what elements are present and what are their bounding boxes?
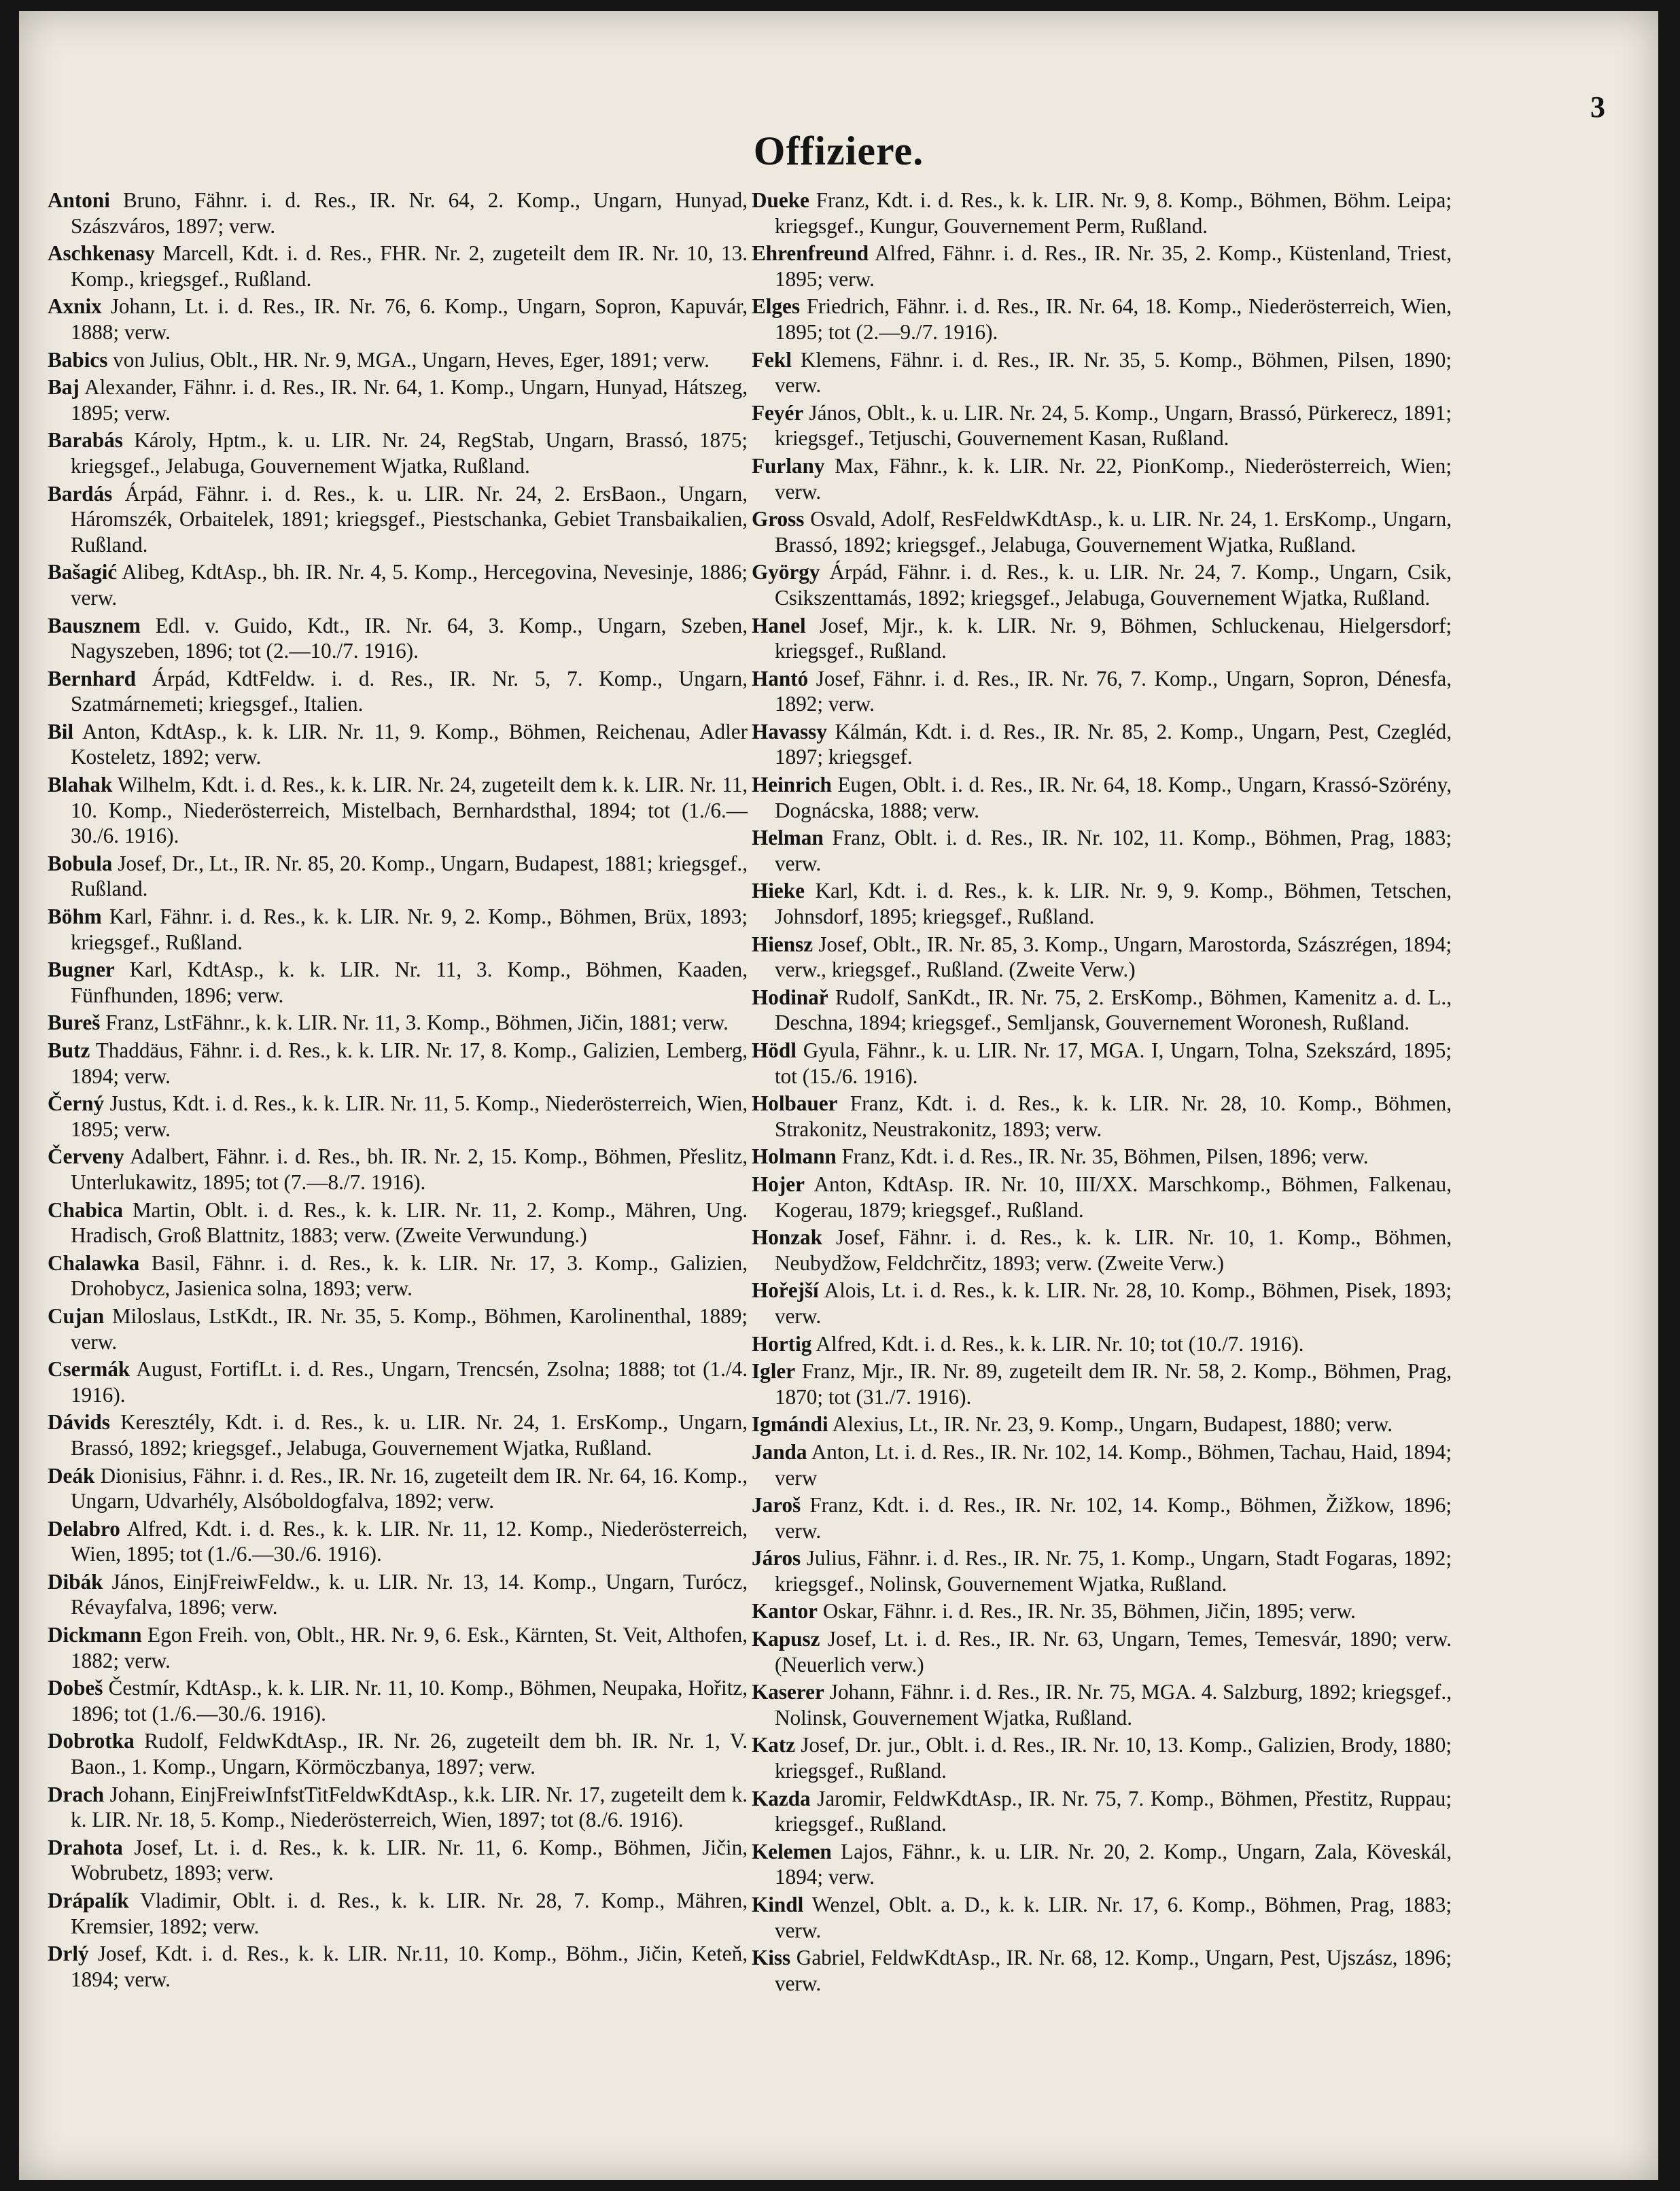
list-entry (48, 1038, 748, 1089)
entry-surname: Havassy (752, 719, 827, 743)
entry-surname: Kaserer (752, 1680, 824, 1704)
entry-details: Árpád, Fähnr. i. d. Res., k. u. LIR. Nr. 24, 7. Komp., Ungarn, Csik, Csikszenttamás, 1892; kriegsgef., Jelabuga, Gouvernement Wjatka, Rußland. (775, 560, 1452, 610)
entry-surname: Dibák (48, 1569, 103, 1594)
entry-details: Eugen, Oblt. i. d. Res., IR. Nr. 64, 18. Komp., Ungarn, Krassó-Szörény, Dognácska, 1888; verw. (775, 773, 1452, 822)
entry-surname: Jaroš (752, 1493, 801, 1518)
list-entry (48, 294, 748, 345)
document-page (19, 11, 1658, 2180)
list-entry (752, 613, 1452, 664)
entry-details: Josef, Dr. jur., Oblt. i. d. Res., IR. Nr. 10, 13. Komp., Galizien, Brody, 1880; kriegsgef., Rußland. (775, 1733, 1452, 1783)
page-number: 3 (1590, 90, 1605, 124)
entry-surname: Bureš (48, 1011, 101, 1035)
list-entry (752, 188, 1452, 239)
entry-details: Kálmán, Kdt. i. d. Res., IR. Nr. 85, 2. Komp., Ungarn, Pest, Czegléd, 1897; kriegsgef. (775, 719, 1452, 769)
entry-surname: Hantó (752, 666, 809, 690)
entry-details: Egon Freih. von, Oblt., HR. Nr. 9, 6. Esk., Kärnten, St. Veit, Althofen, 1882; verw. (71, 1623, 748, 1672)
entry-details: Anton, KdtAsp., k. k. LIR. Nr. 11, 9. Komp., Böhmen, Reichenau, Adler Kosteletz, 1892; verw. (71, 719, 748, 769)
list-entry (752, 1839, 1452, 1890)
entry-details: Franz, Mjr., IR. Nr. 89, zugeteilt dem IR. Nr. 58, 2. Komp., Böhmen, Prag, 1870; tot (31./7. 1916). (775, 1359, 1452, 1409)
entry-surname: Kindl (752, 1893, 804, 1916)
entry-surname: Kiss (752, 1946, 791, 1970)
list-entry (752, 1492, 1452, 1543)
entry-details: Alois, Lt. i. d. Res., k. k. LIR. Nr. 28, 10. Komp., Böhmen, Pisek, 1893; verw. (775, 1278, 1452, 1328)
list-entry (48, 1250, 748, 1301)
entry-details: Klemens, Fähnr. i. d. Res., IR. Nr. 35, 5. Komp., Böhmen, Pilsen, 1890; verw. (775, 347, 1452, 398)
list-entry (48, 241, 748, 292)
entry-surname: Igmándi (752, 1412, 828, 1437)
entry-details: János, EinjFreiwFeldw., k. u. LIR. Nr. 13, 14. Komp., Ungarn, Turócz, Révayfalva, 1896; verw. (71, 1569, 748, 1619)
entry-surname: Chalawka (48, 1250, 140, 1275)
entry-details: Gabriel, FeldwKdtAsp., IR. Nr. 68, 12. Komp., Ungarn, Pest, Ujszász, 1896; verw. (775, 1946, 1452, 1995)
entry-surname: Bašagić (48, 560, 118, 584)
entry-details: Károly, Hptm., k. u. LIR. Nr. 24, RegStab, Ungarn, Brassó, 1875; kriegsgef., Jelabuga, Gouvernement Wjatka, Rußland. (71, 428, 748, 478)
entry-details: Rudolf, SanKdt., IR. Nr. 75, 2. ErsKomp., Böhmen, Kamenitz a. d. L., Deschna, 1894; kriegsgef., Semljansk, Gouvernement Woronesh, Rußland. (775, 985, 1452, 1035)
entry-details: Josef, Fähnr. i. d. Res., k. k. LIR. Nr. 10, 1. Komp., Böhmen, Neubydžow, Feldchrčitz, 1893; verw. (Zweite Verw.) (775, 1225, 1452, 1275)
entry-surname: Feyér (752, 400, 804, 425)
entry-surname: Hojer (752, 1172, 805, 1196)
list-entry (752, 400, 1452, 451)
entry-details: Oskar, Fähnr. i. d. Res., IR. Nr. 35, Böhmen, Jičin, 1895; verw. (822, 1599, 1356, 1624)
list-entry (752, 559, 1452, 610)
entry-surname: Cujan (48, 1303, 105, 1328)
entry-surname: Elges (752, 294, 801, 319)
list-entry (752, 506, 1452, 557)
entry-surname: Dávids (48, 1410, 110, 1435)
list-entry (752, 1626, 1452, 1677)
entry-surname: Kantor (752, 1599, 818, 1624)
entry-details: Wenzel, Oblt. a. D., k. k. LIR. Nr. 17, 6. Komp., Böhmen, Prag, 1883; verw. (775, 1893, 1452, 1942)
list-entry (752, 719, 1452, 770)
left-column (48, 188, 748, 1994)
list-entry (752, 453, 1452, 504)
list-entry (48, 1782, 748, 1833)
entry-surname: Hieke (752, 879, 805, 903)
entry-surname: György (752, 560, 820, 584)
list-entry (752, 347, 1452, 398)
entry-details: Jaromir, FeldwKdtAsp., IR. Nr. 75, 7. Komp., Böhmen, Přestitz, Ruppau; kriegsgef., Rußland. (775, 1786, 1452, 1836)
entry-details: Julius, Fähnr. i. d. Res., IR. Nr. 75, 1. Komp., Ungarn, Stadt Fogaras, 1892; kriegsgef., Nolinsk, Gouvernement Wjatka, Rußland. (775, 1546, 1452, 1596)
entry-details: August, FortifLt. i. d. Res., Ungarn, Trencsén, Zsolna; 1888; tot (1./4. 1916). (71, 1357, 748, 1407)
entry-surname: Bugner (48, 958, 115, 982)
entry-details: Alfred, Kdt. i. d. Res., k. k. LIR. Nr. 11, 12. Komp., Niederösterreich, Wien, 1895; tot (1./6.—30./6. 1916). (71, 1516, 748, 1566)
entry-surname: Barabás (48, 428, 123, 453)
entry-surname: Kelemen (752, 1839, 832, 1863)
list-entry (752, 294, 1452, 345)
list-entry (752, 1359, 1452, 1409)
entry-surname: Dickmann (48, 1623, 142, 1647)
list-entry (752, 932, 1452, 983)
entry-details: Karl, Kdt. i. d. Res., k. k. LIR. Nr. 9, 9. Komp., Böhmen, Tetschen, Johnsdorf, 1895; kriegsgef., Rußland. (775, 879, 1452, 929)
entry-surname: Ehrenfreund (752, 241, 869, 266)
entry-surname: Dobeš (48, 1676, 103, 1700)
list-entry (48, 347, 748, 373)
list-entry (48, 1675, 748, 1726)
entry-details: Lajos, Fähnr., k. u. LIR. Nr. 20, 2. Komp., Ungarn, Zala, Köveskál, 1894; verw. (775, 1839, 1452, 1889)
entry-details: Gyula, Fähnr., k. u. LIR. Nr. 17, MGA. I, Ungarn, Tolna, Szekszárd, 1895; tot (15./6. 1916). (775, 1038, 1452, 1088)
entry-details: Alibeg, KdtAsp., bh. IR. Nr. 4, 5. Komp., Hercegovina, Nevesinje, 1886; verw. (71, 560, 748, 610)
entry-surname: Dueke (752, 188, 809, 212)
entry-details: Franz, Kdt. i. d. Res., IR. Nr. 35, Böhmen, Pilsen, 1896; verw. (841, 1144, 1369, 1169)
list-entry (48, 957, 748, 1008)
entry-surname: Csermák (48, 1357, 130, 1382)
entry-surname: Černý (48, 1091, 105, 1116)
entry-details: Johann, Lt. i. d. Res., IR. Nr. 76, 6. Komp., Ungarn, Sopron, Kapuvár, 1888; verw. (71, 294, 748, 344)
entry-surname: Katz (752, 1733, 796, 1757)
entry-details: Justus, Kdt. i. d. Res., k. k. LIR. Nr. 11, 5. Komp., Niederösterreich, Wien, 1895; verw. (71, 1091, 748, 1141)
entry-surname: Axnix (48, 294, 102, 319)
entry-details: Alexander, Fähnr. i. d. Res., IR. Nr. 64, 1. Komp., Ungarn, Hunyad, Hátszeg, 1895; verw. (71, 375, 748, 425)
list-entry (752, 1679, 1452, 1730)
entry-details: Basil, Fähnr. i. d. Res., k. k. LIR. Nr. 17, 3. Komp., Galizien, Drohobycz, Jasienica solna, 1893; verw. (71, 1250, 748, 1301)
list-entry (48, 719, 748, 770)
entry-surname: Hodinař (752, 985, 828, 1009)
entry-surname: Babics (48, 347, 108, 372)
list-entry (48, 1356, 748, 1407)
entry-details: Martin, Oblt. i. d. Res., k. k. LIR. Nr. 11, 2. Komp., Mähren, Ung. Hradisch, Groß Blattnitz, 1883; verw. (Zweite Verwundung.) (71, 1197, 748, 1248)
list-entry (48, 613, 748, 664)
entry-details: Josef, Oblt., IR. Nr. 85, 3. Komp., Ungarn, Marostorda, Szászrégen, 1894; verw., kriegsgef., Rußland. (Zweite Verw.) (775, 932, 1452, 982)
entry-surname: Helman (752, 826, 824, 850)
list-entry (752, 825, 1452, 876)
list-entry (752, 1786, 1452, 1837)
list-entry (752, 1892, 1452, 1943)
entry-surname: Blahak (48, 773, 113, 797)
entry-surname: Dobrotka (48, 1729, 135, 1753)
entry-details: Wilhelm, Kdt. i. d. Res., k. k. LIR. Nr. 24, zugeteilt dem k. k. LIR. Nr. 11, 10. Komp., Niederösterreich, Mistelbach, Bernhardsthal, 1894; tot (1./6.—30./6. 1916). (71, 773, 748, 848)
list-entry (48, 374, 748, 425)
entry-surname: Furlany (752, 453, 825, 478)
entry-details: Josef, Lt. i. d. Res., k. k. LIR. Nr. 11, 6. Komp., Böhmen, Jičin, Wobrubetz, 1893; verw. (71, 1835, 748, 1885)
entry-details: Anton, Lt. i. d. Res., IR. Nr. 102, 14. Komp., Böhmen, Tachau, Haid, 1894; verw (775, 1439, 1452, 1490)
list-entry (48, 1409, 748, 1460)
entry-surname: Bausznem (48, 613, 141, 637)
list-entry (48, 1463, 748, 1514)
list-entry (752, 985, 1452, 1036)
entry-details: Dionisius, Fähnr. i. d. Res., IR. Nr. 16, zugeteilt dem IR. Nr. 64, 16. Komp., Ungarn, Udvarhély, Alsóboldogfalva, 1892; verw. (71, 1463, 748, 1513)
list-entry (752, 772, 1452, 823)
entry-surname: Chabica (48, 1197, 123, 1222)
list-entry (48, 1835, 748, 1886)
list-entry (752, 1144, 1452, 1170)
entry-details: Franz, Kdt. i. d. Res., IR. Nr. 102, 14. Komp., Böhmen, Žižkow, 1896; verw. (775, 1493, 1452, 1543)
entry-surname: Kazda (752, 1786, 811, 1810)
entry-surname: Deák (48, 1463, 95, 1488)
list-entry (752, 1225, 1452, 1276)
list-entry (752, 1172, 1452, 1223)
list-entry (48, 1622, 748, 1673)
entry-details: Franz, Kdt. i. d. Res., k. k. LIR. Nr. 9, 8. Komp., Böhmen, Böhm. Leipa; kriegsgef., Kungur, Gouvernement Perm, Rußland. (775, 188, 1452, 238)
entry-details: Keresztély, Kdt. i. d. Res., k. u. LIR. Nr. 24, 1. ErsKomp., Ungarn, Brassó, 1892; kriegsgef., Jelabuga, Gouvernement Wjatka, Rußland. (71, 1410, 748, 1460)
list-entry (752, 1732, 1452, 1783)
entry-details: Bruno, Fähnr. i. d. Res., IR. Nr. 64, 2. Komp., Ungarn, Hunyad, Szászváros, 1897; verw. (71, 188, 748, 238)
list-entry (48, 1010, 748, 1036)
entry-surname: Böhm (48, 905, 102, 929)
entry-details: Edl. v. Guido, Kdt., IR. Nr. 64, 3. Komp., Ungarn, Szeben, Nagyszeben, 1896; tot (2.—10./7. 1916). (71, 613, 748, 663)
list-entry (752, 878, 1452, 929)
list-entry (48, 1197, 748, 1248)
list-entry (752, 1091, 1452, 1142)
list-entry (752, 241, 1452, 292)
entry-surname: Bobula (48, 851, 113, 875)
entry-surname: Baj (48, 375, 80, 400)
list-entry (48, 427, 748, 478)
entry-details: Rudolf, FeldwKdtAsp., IR. Nr. 26, zugeteilt dem bh. IR. Nr. 1, V. Baon., 1. Komp., Ungarn, Körmöczbanya, 1897; verw. (71, 1729, 748, 1779)
entry-surname: Delabro (48, 1516, 120, 1541)
list-entry (752, 1038, 1452, 1089)
entry-details: Josef, Kdt. i. d. Res., k. k. LIR. Nr.11, 10. Komp., Böhm., Jičin, Keteň, 1894; verw. (71, 1942, 748, 1991)
entry-details: Josef, Lt. i. d. Res., IR. Nr. 63, Ungarn, Temes, Temesvár, 1890; verw. (Neuerlich verw.) (775, 1627, 1452, 1677)
entry-details: Josef, Dr., Lt., IR. Nr. 85, 20. Komp., Ungarn, Budapest, 1881; kriegsgef., Rußland. (71, 851, 748, 901)
list-entry (48, 559, 748, 610)
entry-surname: Hortig (752, 1331, 812, 1356)
page-title: Offiziere. (753, 128, 924, 173)
entry-details: Franz, Oblt. i. d. Res., IR. Nr. 102, 11. Komp., Böhmen, Prag, 1883; verw. (775, 826, 1452, 875)
entry-surname: Hořejší (752, 1278, 819, 1303)
entry-surname: Heinrich (752, 773, 832, 797)
entry-surname: Bernhard (48, 666, 136, 690)
entry-surname: Hödl (752, 1038, 797, 1062)
entry-details: Karl, KdtAsp., k. k. LIR. Nr. 11, 3. Komp., Böhmen, Kaaden, Fünfhunden, 1896; verw. (71, 958, 748, 1007)
entry-surname: Drápalík (48, 1889, 129, 1912)
entry-surname: Holmann (752, 1144, 837, 1169)
list-entry (48, 904, 748, 955)
entry-surname: Antoni (48, 188, 110, 212)
entry-details: Alfred, Fähnr. i. d. Res., IR. Nr. 35, 2. Komp., Küstenland, Triest, 1895; verw. (775, 241, 1452, 291)
entry-details: Árpád, KdtFeldw. i. d. Res., IR. Nr. 5, 7. Komp., Ungarn, Szatmárnemeti; kriegsgef., Italien. (71, 666, 748, 716)
entry-surname: Aschkenasy (48, 241, 155, 266)
list-entry (48, 1091, 748, 1142)
list-entry (48, 1569, 748, 1620)
entry-surname: Bardás (48, 481, 113, 506)
entry-details: Karl, Fähnr. i. d. Res., k. k. LIR. Nr. 9, 2. Komp., Böhmen, Brüx, 1893; kriegsgef., Rußland. (71, 905, 748, 954)
list-entry (48, 1941, 748, 1992)
list-entry (48, 1144, 748, 1195)
entry-surname: Červeny (48, 1144, 124, 1169)
list-entry (752, 1545, 1452, 1596)
entry-details: Anton, KdtAsp. IR. Nr. 10, III/XX. Marschkomp., Böhmen, Falkenau, Kogerau, 1879; kriegsgef., Rußland. (775, 1172, 1452, 1222)
list-entry (48, 188, 748, 239)
entry-details: Čestmír, KdtAsp., k. k. LIR. Nr. 11, 10. Komp., Böhmen, Neupaka, Hořitz, 1896; tot (1./6.—30./6. 1916). (71, 1676, 748, 1725)
entry-details: Miloslaus, LstKdt., IR. Nr. 35, 5. Komp., Böhmen, Karolinenthal, 1889; verw. (71, 1303, 748, 1354)
entry-details: Franz, LstFähnr., k. k. LIR. Nr. 11, 3. Komp., Böhmen, Jičin, 1881; verw. (105, 1011, 729, 1035)
entry-surname: Drlý (48, 1942, 89, 1966)
list-entry (752, 1412, 1452, 1437)
entry-details: Adalbert, Fähnr. i. d. Res., bh. IR. Nr. 2, 15. Komp., Böhmen, Přeslitz, Unterlukawitz, 1895; tot (7.—8./7. 1916). (71, 1144, 748, 1194)
entry-details: Osvald, Adolf, ResFeldwKdtAsp., k. u. LIR. Nr. 24, 1. ErsKomp., Ungarn, Brassó, 1892; kriegsgef., Jelabuga, Gouvernement Wjatka, Rußland. (775, 507, 1452, 557)
list-entry (48, 1516, 748, 1567)
entry-surname: Janda (752, 1439, 807, 1464)
list-entry (752, 666, 1452, 717)
entry-details: Vladimir, Oblt. i. d. Res., k. k. LIR. Nr. 28, 7. Komp., Mähren, Kremsier, 1892; verw. (71, 1889, 748, 1938)
entry-details: János, Oblt., k. u. LIR. Nr. 24, 5. Komp., Ungarn, Brassó, Pürkerecz, 1891; kriegsgef., Tetjuschi, Gouvernement Kasan, Rußland. (775, 400, 1452, 451)
right-column (752, 188, 1452, 1998)
entry-surname: Hanel (752, 613, 806, 637)
list-entry (48, 1303, 748, 1354)
entry-details: Alexius, Lt., IR. Nr. 23, 9. Komp., Ungarn, Budapest, 1880; verw. (832, 1412, 1393, 1437)
entry-surname: Holbauer (752, 1091, 838, 1116)
entry-surname: Igler (752, 1359, 796, 1384)
entry-details: Marcell, Kdt. i. d. Res., FHR. Nr. 2, zugeteilt dem IR. Nr. 10, 13. Komp., kriegsgef., Rußland. (71, 241, 748, 291)
entry-surname: Járos (752, 1546, 801, 1571)
list-entry (48, 1728, 748, 1779)
list-entry (752, 1439, 1452, 1490)
entry-details: Friedrich, Fähnr. i. d. Res., IR. Nr. 64, 18. Komp., Niederösterreich, Wien, 1895; tot (2.—9./7. 1916). (775, 294, 1452, 344)
entry-surname: Butz (48, 1038, 90, 1062)
list-entry (48, 851, 748, 902)
entry-surname: Hiensz (752, 932, 813, 956)
entry-surname: Drach (48, 1782, 105, 1806)
list-entry (752, 1331, 1452, 1357)
list-entry (752, 1598, 1452, 1624)
entry-surname: Drahota (48, 1835, 123, 1859)
list-entry (48, 666, 748, 717)
list-entry (48, 772, 748, 849)
entry-surname: Gross (752, 507, 805, 531)
entry-surname: Kapusz (752, 1627, 820, 1651)
entry-details: Josef, Mjr., k. k. LIR. Nr. 9, Böhmen, Schluckenau, Hielgersdorf; kriegsgef., Rußland. (775, 613, 1452, 663)
entry-details: Max, Fähnr., k. k. LIR. Nr. 22, PionKomp., Niederösterreich, Wien; verw. (775, 453, 1452, 504)
entry-surname: Bil (48, 719, 74, 743)
list-entry (752, 1945, 1452, 1996)
entry-details: Alfred, Kdt. i. d. Res., k. k. LIR. Nr. 10; tot (10./7. 1916). (816, 1331, 1304, 1356)
entry-details: von Julius, Oblt., HR. Nr. 9, MGA., Ungarn, Heves, Eger, 1891; verw. (113, 347, 710, 372)
entry-details: Franz, Kdt. i. d. Res., k. k. LIR. Nr. 28, 10. Komp., Böhmen, Strakonitz, Neustrakonitz, 1893; verw. (775, 1091, 1452, 1141)
entry-details: Árpád, Fähnr. i. d. Res., k. u. LIR. Nr. 24, 2. ErsBaon., Ungarn, Háromszék, Orbaitelek, 1891; kriegsgef., Piestschanka, Gebiet Transbaikalien, Rußland. (71, 481, 748, 557)
entry-surname: Honzak (752, 1225, 822, 1250)
entry-details: Thaddäus, Fähnr. i. d. Res., k. k. LIR. Nr. 17, 8. Komp., Galizien, Lemberg, 1894; verw. (71, 1038, 748, 1088)
list-entry (48, 1888, 748, 1939)
entry-details: Johann, EinjFreiwInfstTitFeldwKdtAsp., k.k. LIR. Nr. 17, zugeteilt dem k. k. LIR. Nr. 18, 5. Komp., Niederösterreich, Wien, 1897; tot (8./6. 1916). (71, 1782, 748, 1832)
list-entry (752, 1278, 1452, 1329)
list-entry (48, 481, 748, 558)
entry-details: Johann, Fähnr. i. d. Res., IR. Nr. 75, MGA. 4. Salzburg, 1892; kriegsgef., Nolinsk, Gouvernement Wjatka, Rußland. (775, 1680, 1452, 1730)
entry-surname: Fekl (752, 347, 792, 372)
entry-details: Josef, Fähnr. i. d. Res., IR. Nr. 76, 7. Komp., Ungarn, Sopron, Dénesfa, 1892; verw. (775, 666, 1452, 716)
